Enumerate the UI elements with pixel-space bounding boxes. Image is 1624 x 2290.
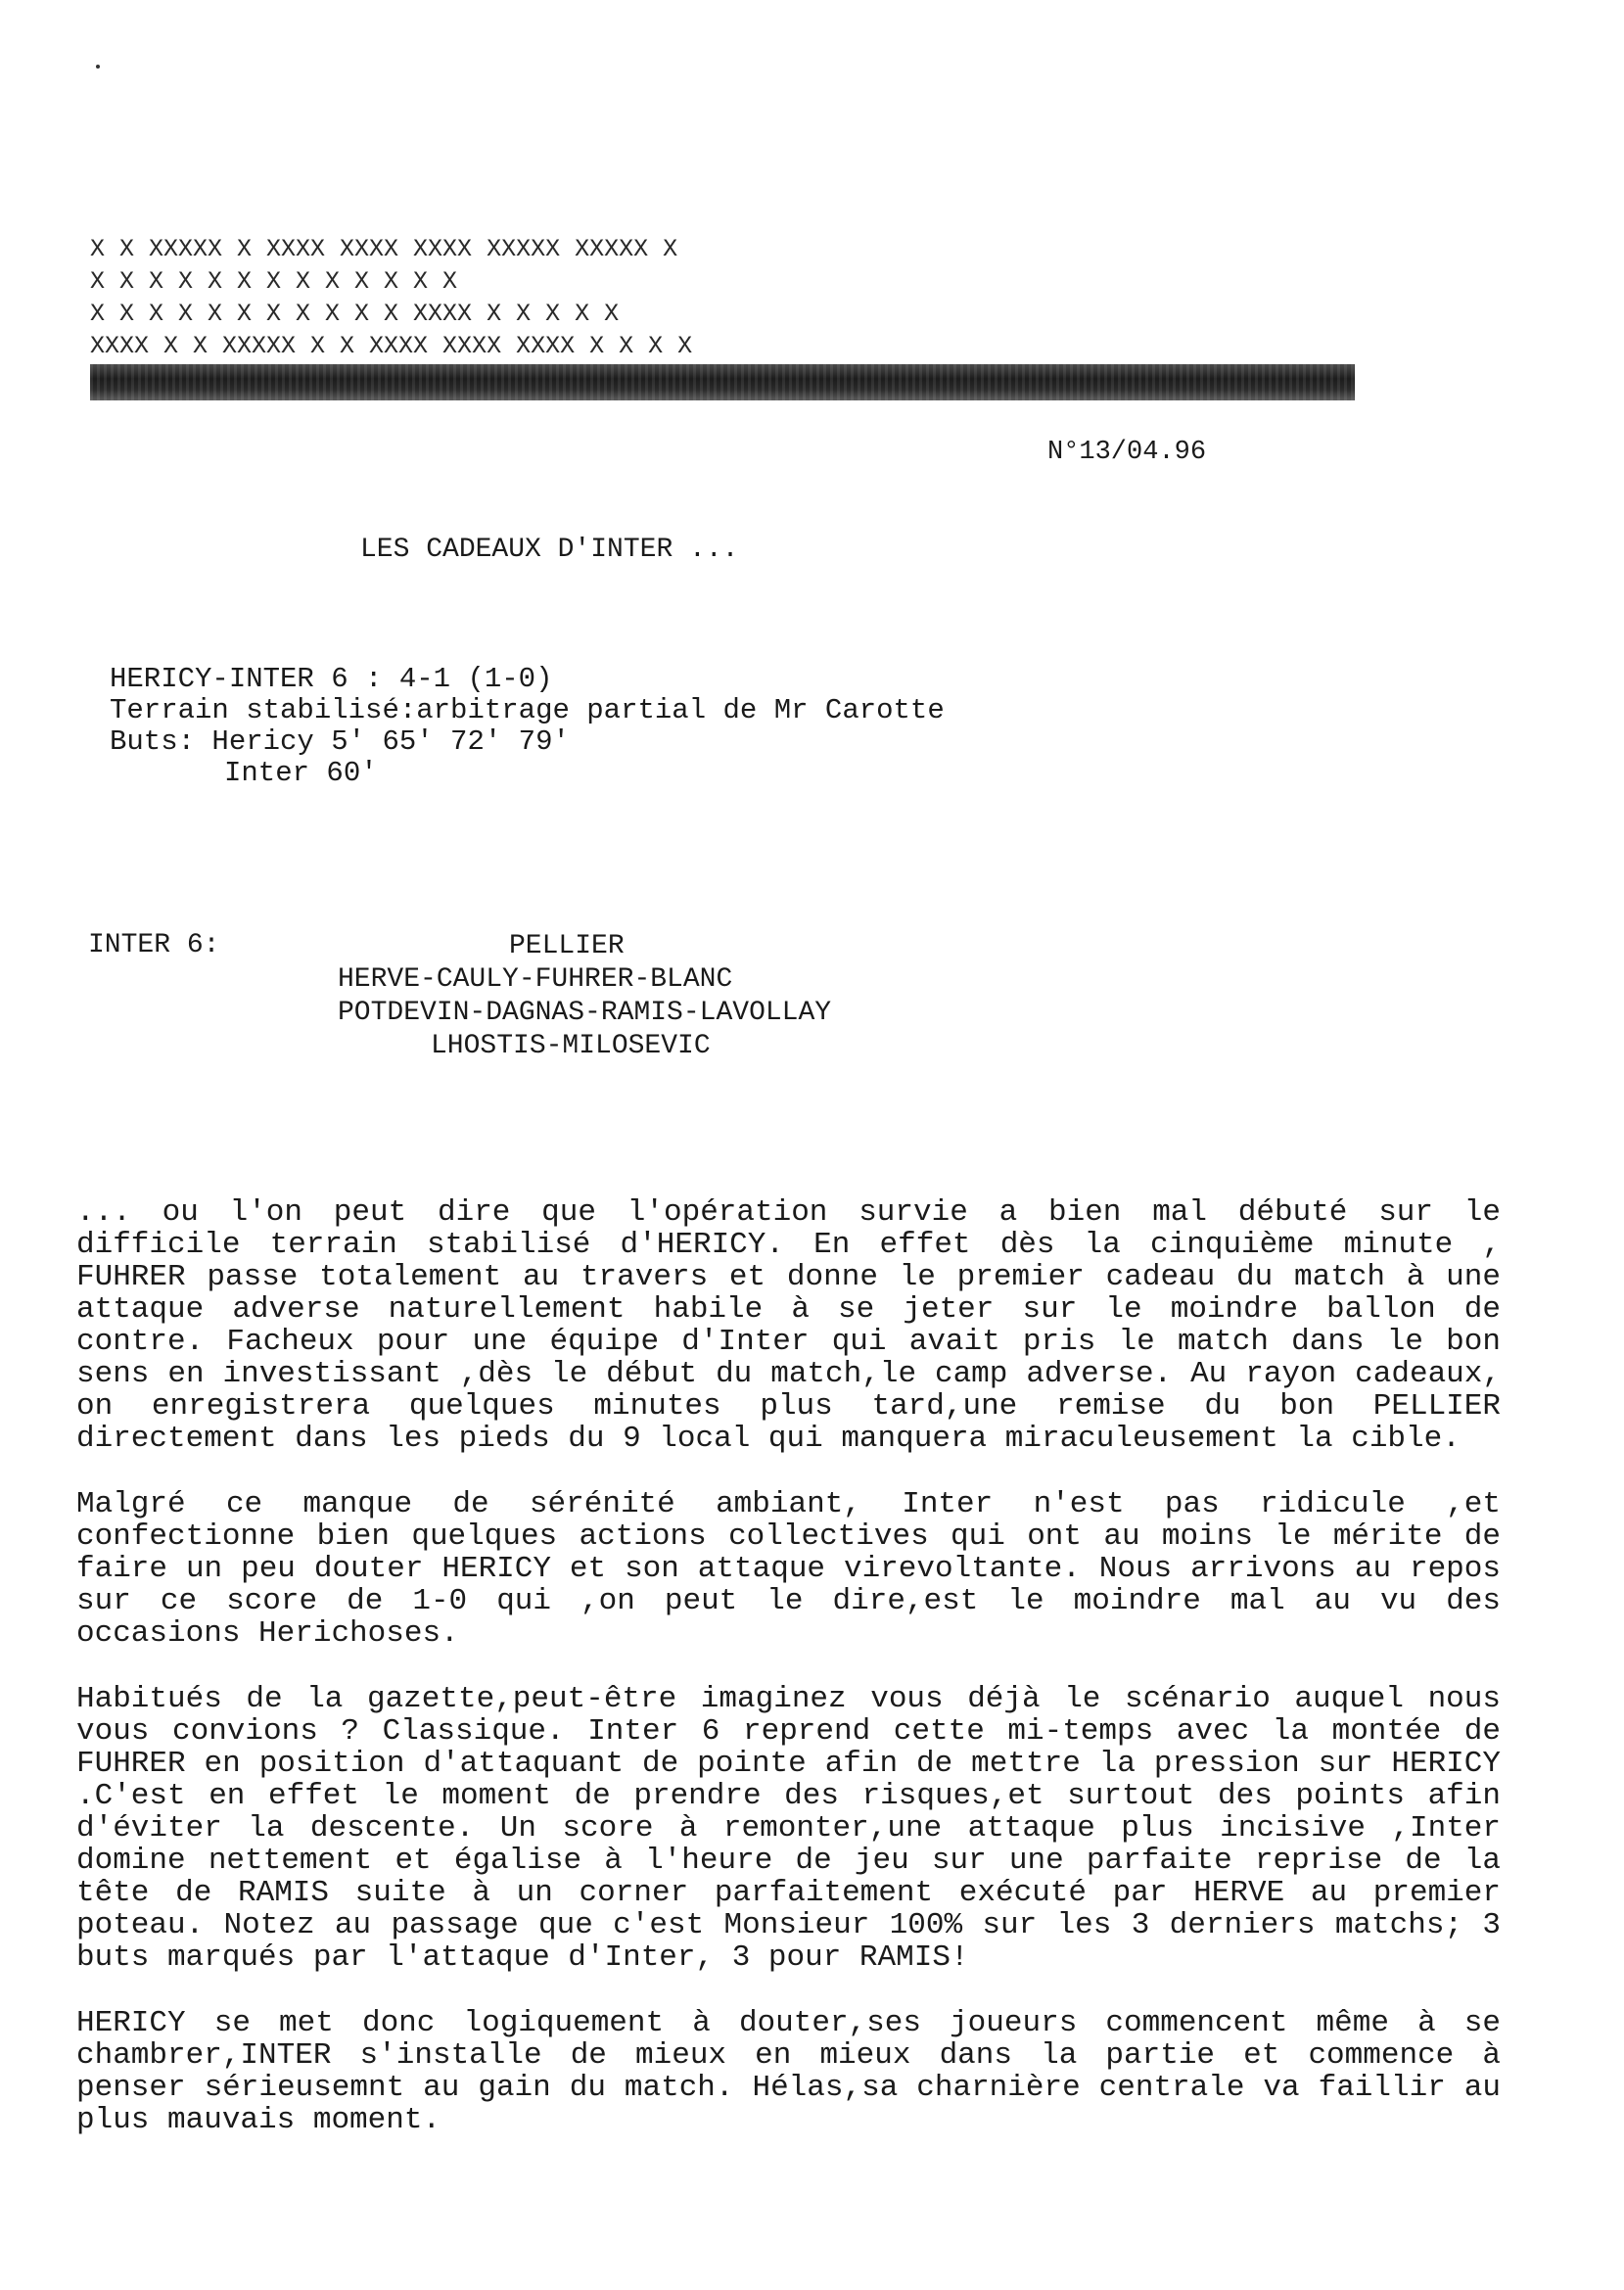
issue-number: N°13/04.96 <box>1047 438 1207 467</box>
inter-goals-line: Inter 60' <box>224 757 378 789</box>
lineup-defenders: HERVE-CAULY-FUHRER-BLANC <box>338 964 733 995</box>
score-line: HERICY-INTER 6 : 4-1 (1-0) <box>110 663 553 695</box>
terrain-line: Terrain stabilisé:arbitrage partial de Mr Carotte <box>110 694 945 726</box>
lineup-forwards: LHOSTIS-MILOSEVIC <box>431 1031 711 1061</box>
lineup-goalkeeper: PELLIER <box>509 931 625 961</box>
banner-line: X X XXXXX X XXXX XXXX XXXX XXXXX XXXXX X <box>90 235 678 263</box>
article-paragraph: ... ou l'on peut dire que l'opération survie a bien mal débuté sur le difficile terrain stabilisé d'HERICY. En effet dès la cinquième minute , FUHRER passe totalement au travers et donne le premier cadeau du match à une attaque adverse naturellement habile à se jeter sur le moindre ballon de contre. Facheux pour une équipe d'Inter qui avait pris le match dans le bon sens en investissant ,dès le début du match,le camp adverse. Au rayon cadeaux, on enregistrera quelques minutes plus tard,une remise du bon PELLIER directement dans les pieds du 9 local qui manquera miraculeusement la cible. <box>76 1195 1501 1456</box>
lineup-midfielders: POTDEVIN-DAGNAS-RAMIS-LAVOLLAY <box>338 998 832 1028</box>
banner-line: XXXX X X XXXXX X X XXXX XXXX XXXX X X X X <box>90 332 693 360</box>
article-paragraph: Habitués de la gazette,peut-être imaginez vous déjà le scénario auquel nous vous convions ? Classique. Inter 6 reprend cette mi-temps avec la montée de FUHRER en position d'attaquant de pointe afin de mettre la pression sur HERICY .C'est en effet le moment de prendre des risques,et surtout des points afin d'éviter la descente. Un score à remonter,une attaque plus incisive ,Inter domine nettement et égalise à l'heure de jeu sur une parfaite reprise de la tête de RAMIS suite à un corner parfaitement exécuté par HERVE au premier poteau. Notez au passage que c'est Monsieur 100% sur les 3 derniers matchs; 3 buts marqués par l'attaque d'Inter, 3 pour RAMIS! <box>76 1682 1501 1975</box>
article-body <box>76 1196 1501 2170</box>
goals-line: Buts: Hericy 5' 65' 72' 79' <box>110 725 570 758</box>
article-title: LES CADEAUX D'INTER ... <box>360 535 739 565</box>
banner-line: X X X X X X X X X X X X X <box>90 267 458 296</box>
masthead-bar <box>90 364 1355 400</box>
article-paragraph: HERICY se met donc logiquement à douter,ses joueurs commencent même à se chambrer,INTER s'installe de mieux en mieux dans la partie et commence à penser sérieusemnt au gain du match. Hélas,sa charnière centrale va faillir au plus mauvais moment. <box>76 2006 1501 2137</box>
match-info <box>110 664 945 789</box>
banner-line: X X X X X X X X X X X XXXX X X X X X <box>90 300 620 328</box>
article-paragraph: Malgré ce manque de sérénité ambiant, Inter n'est pas ridicule ,et confectionne bien quelques actions collectives qui ont au moins le mérite de faire un peu douter HERICY et son attaque virevoltante. Nous arrivons au repos sur ce score de 1-0 qui ,on peut le dire,est le moindre mal au vu des occasions Herichoses. <box>76 1487 1501 1651</box>
team-label: INTER 6: <box>88 930 220 960</box>
scan-speck <box>96 65 100 69</box>
